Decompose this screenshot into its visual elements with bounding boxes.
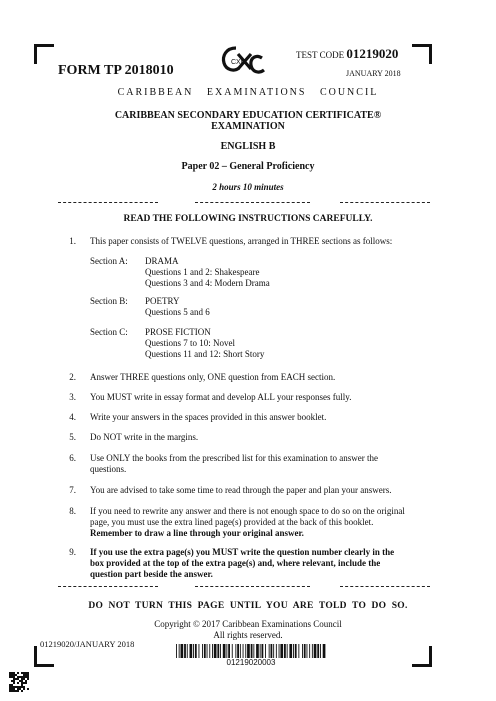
exam-title-line1: CARIBBEAN SECONDARY EDUCATION CERTIFICATE® [114,110,382,121]
instruction-text: You MUST write in essay format and develop ALL your responses fully. [90,392,352,402]
separator-mid [195,202,310,203]
crop-mark-top-left [34,44,37,64]
section-a-body [145,256,270,289]
crop-mark-bottom-left [34,664,54,667]
section-line: Questions 11 and 12: Short Story [145,349,265,359]
barcode [176,644,326,658]
instruction-text: If you need to rewrite any answer and there is not enough space to do so on the original page, you must use the extra lined page(s) provided at the back of this booklet. [90,506,405,527]
instruction-number: 9. [69,547,76,557]
section-line: Questions 1 and 2: Shakespeare [145,267,260,277]
instruction-number: 1. [69,236,76,246]
section-title: POETRY [145,296,180,306]
instruction-text: Use ONLY the books from the prescribed list for this examination to answer the questions. [90,453,378,474]
section-label: Section A: [90,256,128,266]
test-code [296,46,398,62]
section-label: Section C: [90,327,128,337]
instructions-heading: READ THE FOLLOWING INSTRUCTIONS CAREFULLY. [123,214,373,224]
section-label: Section B: [90,296,128,306]
instruction-text: Write your answers in the spaces provided in this answer booklet. [90,412,327,422]
separator-left [58,586,158,587]
section-c-body [145,327,264,360]
section-line: Questions 7 to 10: Novel [145,338,235,348]
instruction-number: 3. [69,392,76,402]
instruction-number: 2. [69,372,76,382]
instruction-text: Do NOT write in the margins. [90,432,199,442]
separator-mid [195,586,310,587]
section-title: DRAMA [145,256,179,266]
instruction-number: 5. [69,432,76,442]
instruction-text: If you use the extra page(s) you MUST write the question number clearly in the box provided at the top of the extra page(s) and, where relevant, include the question part beside the answer. [90,547,395,579]
instruction-number: 8. [69,506,76,516]
do-not-turn-warning: DO NOT TURN THIS PAGE UNTIL YOU ARE TOLD TO DO SO. [88,601,408,611]
section-b-body [145,296,210,318]
exam-date: JANUARY 2018 [346,69,401,78]
section-line: Questions 5 and 6 [145,307,210,317]
instruction-text: You are advised to take some time to read through the paper and plan your answers. [90,485,392,495]
separator-left [58,202,158,203]
test-code-value: 01219020 [346,46,399,61]
barcode-number: 01219020003 [226,658,276,667]
instruction-8 [90,506,406,539]
instruction-number: 4. [69,412,76,422]
paper-title: Paper 02 – General Proficiency [181,161,315,172]
duration: 2 hours 10 minutes [212,182,284,192]
test-code-label: TEST CODE [296,50,345,60]
section-title: PROSE FICTION [145,327,211,337]
council-name: CARIBBEAN EXAMINATIONS COUNCIL [117,87,379,98]
subject-title: ENGLISH B [220,141,276,152]
section-line: Questions 3 and 4: Modern Drama [145,278,270,288]
crop-mark-top-right [429,44,432,64]
footer-code: 01219020/JANUARY 2018 [40,639,135,649]
form-code: FORM TP 2018010 [58,63,174,78]
crop-mark-top-left [34,44,54,47]
instruction-text: This paper consists of TWELVE questions, arranged in THREE sections as follows: [90,236,393,246]
crop-mark-bottom-left [34,646,37,667]
separator-right [340,202,430,203]
copyright: Copyright © 2017 Caribbean Examinations Council [154,619,342,629]
qr-code [9,672,29,692]
exam-title-line2: EXAMINATION [211,121,285,132]
instruction-number: 7. [69,485,76,495]
instruction-text: Answer THREE questions only, ONE question from EACH section. [90,372,336,382]
logo-text: CXC [231,59,246,66]
rights-reserved: All rights reserved. [213,630,283,640]
instruction-emphasis: Remember to draw a line through your original answer. [90,528,304,538]
crop-mark-bottom-right [429,646,432,667]
cxc-logo [218,44,268,78]
instruction-number: 6. [69,453,76,463]
separator-right [340,586,430,587]
